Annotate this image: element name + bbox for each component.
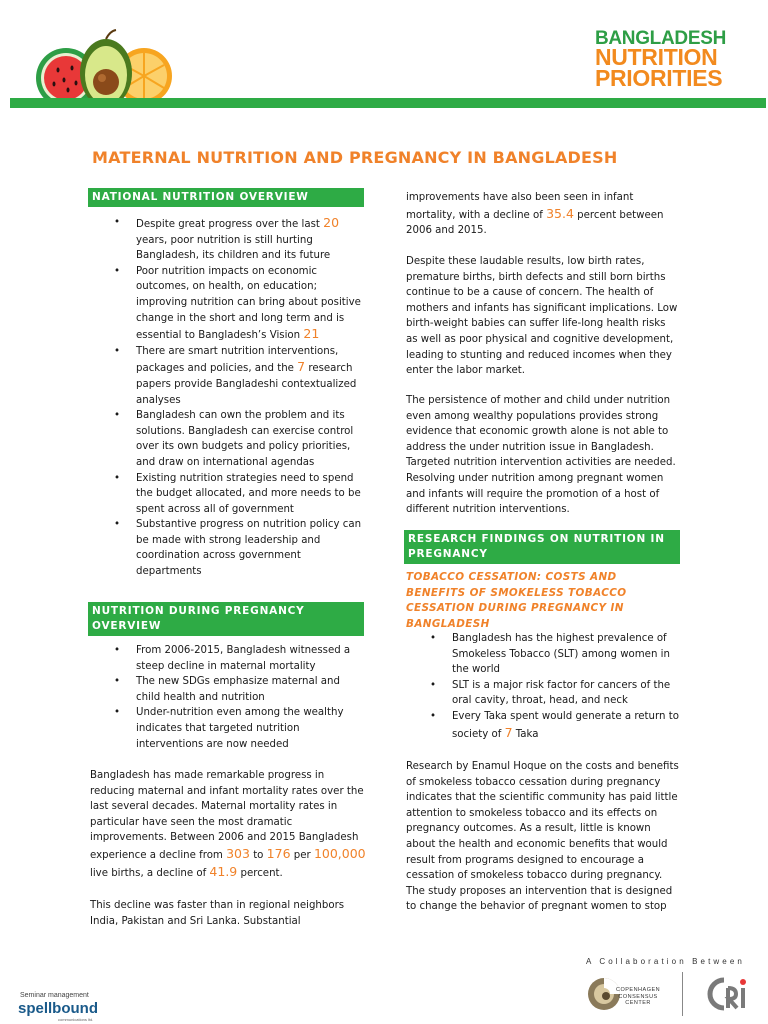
section-heading-text: PREGNANCY [408, 548, 488, 560]
brand-line-3: PRIORITIES [594, 64, 723, 91]
collaboration-label: A Collaboration Between [586, 957, 745, 966]
research-bullet-list [452, 631, 680, 742]
spellbound-logo: spellbound [18, 1000, 98, 1017]
logo-text: CENTER [625, 1000, 651, 1006]
right-paragraph-1 [406, 190, 678, 239]
research-paragraph: Research by Enamul Hoque on the costs and benefits of smokeless tobacco cessation during pregnancy indicates that the scientific community has paid little attention to smokeless tobacco and its effects on pregnancy outcomes. As a result, little is known about the health and economic benefits that would result from programs designed to encourage a cessation of smokeless tobacco during pregnancy. The study proposes an intervention that is designed to change the behavior of pregnant women to stop [406, 761, 679, 913]
highlight-number: 303 [226, 845, 250, 861]
highlight-number: 7 [504, 724, 513, 740]
cri-logo-icon [706, 974, 750, 1014]
highlight-number: 41.9 [209, 863, 238, 879]
list-item [136, 643, 366, 674]
section-heading-overview [88, 188, 364, 207]
paragraph-text: percent. [237, 867, 283, 879]
bullet-text: Despite great progress over the last [136, 219, 324, 230]
paragraph-text: live births, a decline of [90, 867, 210, 879]
footer-divider [682, 972, 683, 1016]
right-paragraph-3: The persistence of mother and child under nutrition even among wealthy populations provides strong evidence that economic growth alone is not able to address the under nutrition issue in Bangladesh. Targeted nutrition intervention activities are needed. Resolving under nutrition among pregnant women and infants will require the promotion of a host of different nutrition interventions. [406, 395, 676, 516]
spellbound-subtitle: communications ltd. [58, 1017, 94, 1022]
bullet-text: From 2006-2015, Bangladesh witnessed a steep decline in maternal mortality [136, 645, 351, 672]
list-item [136, 215, 366, 264]
list-item [136, 517, 366, 579]
paragraph-text: to [249, 849, 267, 861]
bullet-text: Under-nutrition even among the wealthy indicates that targeted nutrition interventions are now needed [136, 707, 344, 750]
brand-line-1: BANGLADESH [594, 28, 726, 49]
highlight-number: 21 [303, 326, 320, 342]
list-item [136, 344, 366, 408]
research-subheading: TOBACCO CESSATION: COSTS AND BENEFITS OF SMOKELESS TOBACCO CESSATION DURING PREGNANCY IN BANGLADESH [406, 571, 627, 630]
list-item [136, 471, 366, 518]
list-item [136, 408, 366, 470]
logo-text: CONSENSUS [618, 993, 658, 1000]
right-paragraph-2: Despite these laudable results, low birth rates, premature births, birth defects and still born births continue to be a cause of concern. The health of mothers and infants has significant implications. Low birth-weight babies can suffer life-long health risks as well as poor physical and cognitive development, leading to stunting and reduced incomes when they enter the labor market. [406, 256, 678, 377]
pregnancy-paragraph-1 [90, 768, 366, 881]
section-heading-text: NATIONAL NUTRITION OVERVIEW [92, 191, 309, 203]
brand-wordmark [594, 28, 726, 91]
highlight-number: 100,000 [313, 845, 366, 861]
bullet-text: There are smart nutrition interventions, packages and policies, and the [136, 345, 339, 375]
header-divider [10, 98, 766, 108]
section-heading-pregnancy [88, 602, 364, 636]
overview-bullet-list [136, 215, 366, 580]
bullet-text: Substantive progress on nutrition policy can be made with strong leadership and coordination across government departments [136, 519, 362, 578]
list-item [452, 631, 680, 678]
bullet-text: SLT is a major risk factor for cancers of the oral cavity, throat, head, and neck [452, 679, 671, 707]
bullet-text: Poor nutrition impacts on economic outcomes, on health, on education; improving nutrition can bring about positive change in the short and long term and is essential to Bangladesh’s Vision [136, 265, 361, 342]
highlight-number: 20 [323, 215, 340, 230]
section-heading-text: RESEARCH FINDINGS ON NUTRITION IN [408, 533, 665, 545]
bullet-text: Taka [512, 728, 539, 740]
brand-line-2: NUTRITION [594, 44, 718, 71]
pregnancy-bullet-list [136, 643, 366, 752]
paragraph-text: Bangladesh has made remarkable progress in reducing maternal and infant mortality rates over the last several decades. Maternal mortality rates in particular have seen the most dramatic improvements. Between 2006 and 2015 Bangladesh experience a decline from [90, 770, 364, 861]
list-item [136, 705, 366, 752]
paragraph-text: percent between 2006 and 2015. [406, 209, 664, 237]
highlight-number: 176 [266, 845, 291, 861]
bullet-text: years, poor nutrition is still hurting Bangladesh, its children and its future [136, 234, 331, 262]
bullet-text: The new SDGs emphasize maternal and child health and nutrition [136, 676, 340, 703]
seminar-label: Seminar management [20, 992, 89, 999]
bullet-text: Existing nutrition strategies need to spend the budget allocated, and more needs to be spent across all of government [136, 472, 361, 515]
list-item [136, 674, 366, 705]
bullet-text: Every Taka spent would generate a return to society of [452, 710, 679, 740]
list-item [136, 264, 366, 344]
bullet-text: Bangladesh can own the problem and its solutions. Bangladesh can exercise control over its own budgets and policy priorities, and draw on international agendas [136, 410, 354, 468]
logo-text: COPENHAGEN [616, 987, 661, 993]
page-title: MATERNAL NUTRITION AND PREGNANCY IN BANGLADESH [92, 148, 618, 167]
paragraph-text: per [290, 849, 314, 861]
fruit-logo-icon [14, 28, 184, 108]
list-item [452, 709, 680, 742]
section-heading-research [404, 530, 680, 564]
bullet-text: Bangladesh has the highest prevalence of Smokeless Tobacco (SLT) among women in the world [452, 633, 670, 676]
section-heading-text: OVERVIEW [92, 620, 162, 632]
list-item [452, 678, 680, 709]
pregnancy-paragraph-2: This decline was faster than in regional neighbors India, Pakistan and Sri Lanka. Substantial [90, 900, 345, 927]
bullet-text: research papers provide Bangladeshi contextualized analyses [136, 363, 357, 406]
section-heading-text: NUTRITION DURING PREGNANCY [92, 605, 305, 617]
copenhagen-consensus-name [616, 987, 660, 1007]
highlight-number: 35.4 [546, 205, 574, 221]
paragraph-text: improvements have also been seen in infant mortality, with a decline of [406, 192, 634, 221]
highlight-number: 7 [297, 359, 306, 375]
